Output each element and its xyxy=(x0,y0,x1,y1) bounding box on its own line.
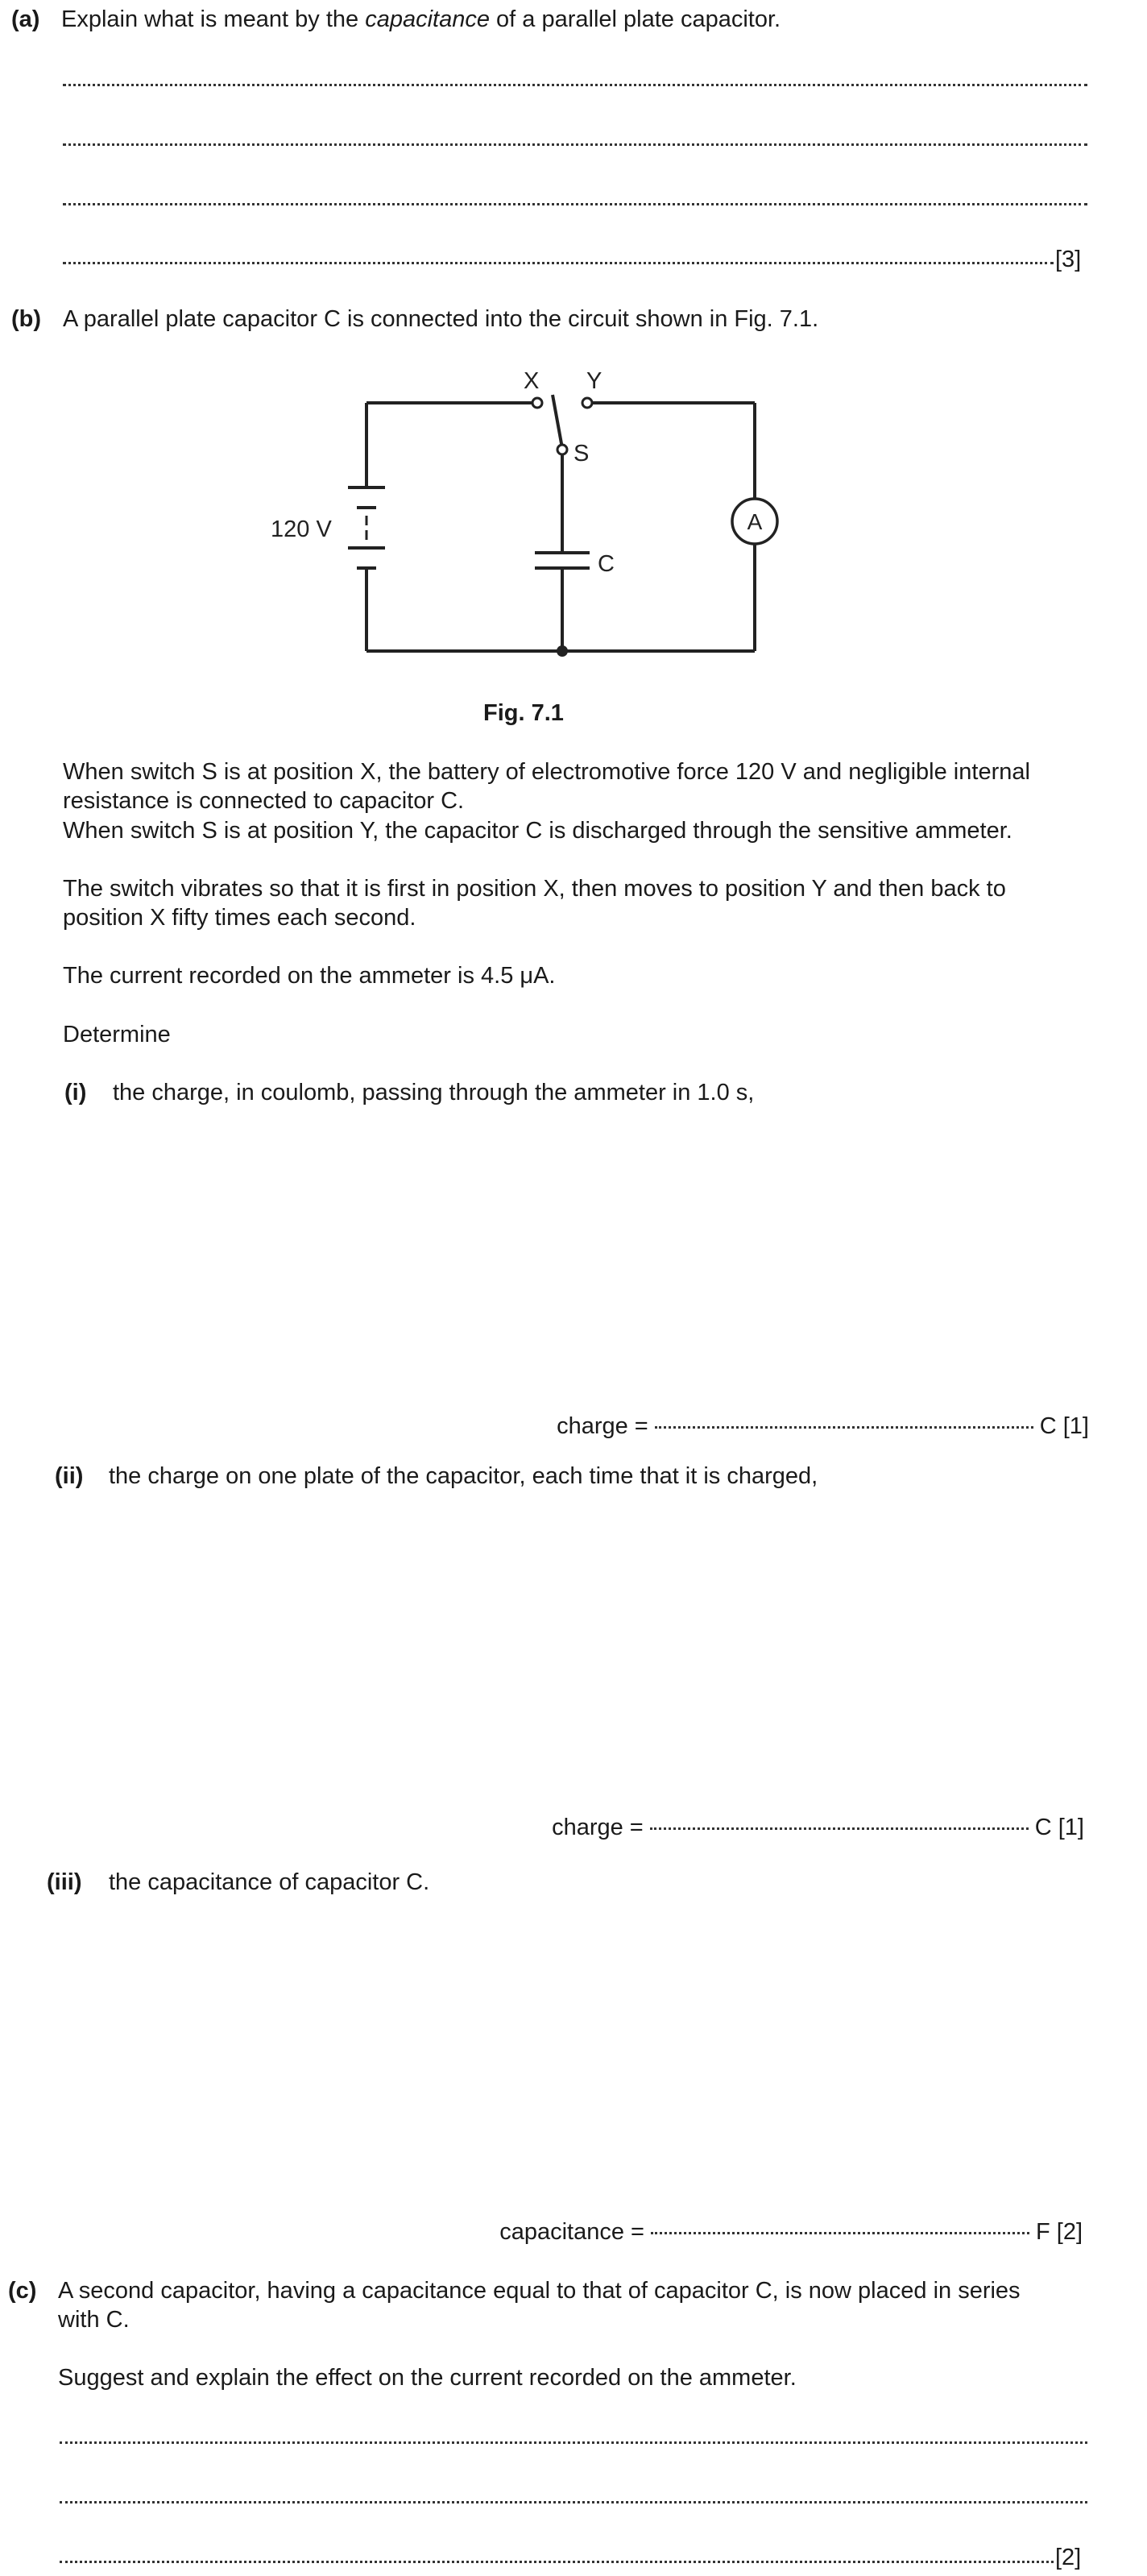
part-b-para2-line2: position X fifty times each second. xyxy=(63,905,416,931)
sub-ii-answer xyxy=(552,1813,1084,1842)
part-b-determine: Determine xyxy=(63,1022,171,1047)
part-c-answer-line-1[interactable] xyxy=(60,2441,1087,2444)
sub-iii-answer-label: capacitance = xyxy=(499,2219,644,2245)
part-c-line2: with C. xyxy=(58,2307,130,2333)
part-b-para3: The current recorded on the ammeter is 4.5 μA. xyxy=(63,963,556,989)
sub-iii-answer-field[interactable] xyxy=(651,2232,1029,2234)
figure-caption: Fig. 7.1 xyxy=(483,700,564,726)
sub-ii-answer-label: charge = xyxy=(552,1815,644,1840)
part-b-para1-line3: When switch S is at position Y, the capacitor C is discharged through the sensitive ammeter. xyxy=(63,818,1012,844)
part-c-label: (c) xyxy=(8,2278,37,2304)
sub-ii-label: (ii) xyxy=(55,1463,84,1489)
fig-label-s: S xyxy=(574,441,590,467)
part-a-text-italic: capacitance xyxy=(365,6,490,32)
junction-dot xyxy=(557,645,568,657)
sub-ii-answer-field[interactable] xyxy=(650,1827,1029,1830)
switch-pivot xyxy=(557,445,567,454)
sub-i-text: the charge, in coulomb, passing through the ammeter in 1.0 s, xyxy=(113,1080,755,1105)
sub-ii-text: the charge on one plate of the capacitor, each time that it is charged, xyxy=(109,1463,818,1489)
fig-label-y: Y xyxy=(586,368,602,394)
sub-i-answer-field[interactable] xyxy=(655,1426,1033,1429)
part-a-text-before: Explain what is meant by the xyxy=(61,6,366,32)
part-b-intro: A parallel plate capacitor C is connected into the circuit shown in Fig. 7.1. xyxy=(63,306,819,332)
part-a-question xyxy=(61,5,781,34)
switch-terminal-x xyxy=(532,398,542,408)
part-b-para2-line1: The switch vibrates so that it is first in position X, then moves to position Y and then back to xyxy=(63,876,1006,902)
fig-label-voltage: 120 V xyxy=(271,516,332,542)
switch-blade xyxy=(553,395,562,448)
sub-i-unit-mark: C [1] xyxy=(1039,1413,1089,1439)
part-a-text-after: of a parallel plate capacitor. xyxy=(489,6,781,32)
sub-iii-answer xyxy=(499,2217,1083,2246)
part-a-answer-line-2[interactable] xyxy=(63,143,1087,146)
sub-ii-unit-mark: C [1] xyxy=(1034,1815,1084,1840)
part-c-marks: [2] xyxy=(1055,2545,1082,2570)
sub-i-answer xyxy=(557,1412,1089,1441)
part-b-para1-line1: When switch S is at position X, the battery of electromotive force 120 V and negligible internal xyxy=(63,759,1030,785)
part-b-label: (b) xyxy=(11,306,42,332)
sub-iii-unit-mark: F [2] xyxy=(1035,2219,1083,2245)
fig-label-c: C xyxy=(598,551,615,577)
sub-iii-text: the capacitance of capacitor C. xyxy=(109,1869,430,1895)
part-b-para1-line2: resistance is connected to capacitor C. xyxy=(63,788,465,814)
part-a-answer-line-4[interactable] xyxy=(63,262,1054,264)
part-a-marks: [3] xyxy=(1055,247,1082,272)
circuit-diagram xyxy=(0,346,1147,717)
part-a-label: (a) xyxy=(11,6,40,32)
part-c-prompt: Suggest and explain the effect on the current recorded on the ammeter. xyxy=(58,2365,797,2391)
part-c-answer-line-3[interactable] xyxy=(60,2561,1054,2563)
fig-label-ammeter: A xyxy=(747,509,763,534)
part-a-answer-line-3[interactable] xyxy=(63,203,1087,205)
sub-i-label: (i) xyxy=(64,1080,87,1105)
part-c-answer-line-2[interactable] xyxy=(60,2501,1087,2503)
fig-label-x: X xyxy=(524,368,540,394)
part-c-line1: A second capacitor, having a capacitance equal to that of capacitor C, is now placed in series xyxy=(58,2278,1021,2304)
sub-i-answer-label: charge = xyxy=(557,1413,648,1439)
switch-terminal-y xyxy=(582,398,592,408)
part-a-answer-line-1[interactable] xyxy=(63,84,1087,86)
sub-iii-label: (iii) xyxy=(47,1869,82,1895)
